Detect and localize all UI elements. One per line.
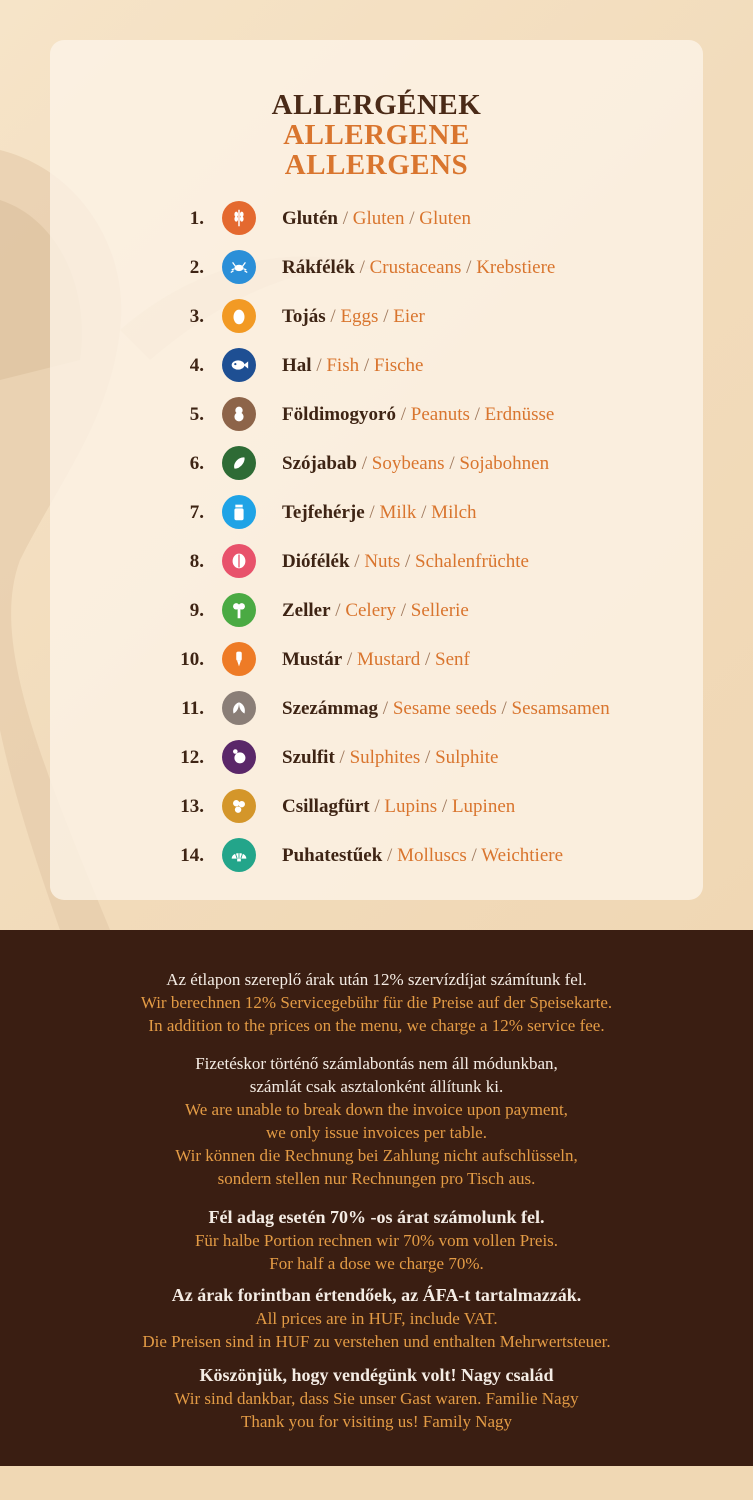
- crab-icon: [222, 250, 256, 284]
- allergen-row: [0, 786, 753, 826]
- separator: /: [400, 600, 406, 621]
- thanks-note: [0, 1364, 753, 1433]
- allergen-number: 12.: [180, 747, 204, 768]
- allergen-label: [282, 551, 529, 573]
- allergen-name-hu: Szezámmag: [282, 698, 379, 719]
- allergen-number: 7.: [189, 502, 204, 523]
- allergen-row: [0, 590, 753, 630]
- allergen-label: [282, 404, 554, 426]
- separator: /: [404, 551, 411, 572]
- allergen-name-en: Sulphites: [349, 747, 421, 768]
- allergen-name-en: Celery: [345, 600, 396, 621]
- allergen-row: [0, 345, 753, 385]
- allergen-name-hu: Tejfehérje: [282, 502, 365, 523]
- allergen-label: [282, 257, 555, 279]
- service-fee-hu: Az étlapon szereplő árak után 12% szervízdíjat számítunk fel.: [166, 970, 587, 989]
- allergen-row: [0, 443, 753, 483]
- invoice-note: [0, 1052, 753, 1190]
- celery-icon: [222, 593, 256, 627]
- separator: /: [425, 649, 431, 670]
- allergen-name-hu: Puhatestűek: [282, 845, 383, 866]
- separator: /: [501, 698, 507, 719]
- allergen-number: 1.: [189, 208, 204, 229]
- invoice-de-1: Wir können die Rechnung bei Zahlung nicht aufschlüsseln,: [175, 1146, 578, 1165]
- allergen-name-hu: Csillagfürt: [282, 796, 370, 817]
- allergen-name-hu: Földimogyoró: [282, 404, 396, 425]
- separator: /: [383, 306, 389, 327]
- thanks-hu: Köszönjük, hogy vendégünk volt! Nagy család: [199, 1365, 554, 1385]
- allergen-name-de: Gluten: [419, 208, 471, 229]
- allergen-name-en: Peanuts: [410, 404, 470, 425]
- currency-note: [0, 1284, 753, 1353]
- egg-icon: [222, 299, 256, 333]
- allergen-name-de: Sesamsamen: [511, 698, 610, 719]
- allergen-row: [0, 639, 753, 679]
- allergen-name-en: Gluten: [352, 208, 405, 229]
- allergen-number: 11.: [181, 698, 204, 719]
- invoice-en-1: We are unable to break down the invoice upon payment,: [185, 1100, 568, 1119]
- separator: /: [354, 551, 360, 572]
- allergen-name-de: Milch: [431, 502, 477, 523]
- allergen-number: 9.: [189, 600, 204, 621]
- service-fee-en: In addition to the prices on the menu, we charge a 12% service fee.: [148, 1016, 605, 1035]
- allergen-label: [282, 698, 610, 720]
- allergen-name-hu: Szulfit: [282, 747, 335, 768]
- separator: /: [409, 208, 415, 229]
- allergen-name-de: Fische: [373, 355, 424, 376]
- currency-hu: Az árak forintban értendőek, az ÁFA-t tartalmazzák.: [171, 1285, 582, 1305]
- allergen-label: [282, 796, 515, 818]
- allergen-number: 6.: [189, 453, 204, 474]
- allergen-label: [282, 208, 471, 230]
- allergen-name-de: Krebstiere: [476, 257, 556, 278]
- sulphite-icon: [222, 740, 256, 774]
- separator: /: [387, 845, 393, 866]
- separator: /: [316, 355, 322, 376]
- allergen-name-hu: Hal: [282, 355, 312, 376]
- allergen-name-en: Crustaceans: [369, 257, 462, 278]
- allergen-number: 2.: [189, 257, 204, 278]
- footer-info: [0, 930, 753, 1466]
- allergen-name-hu: Szójabab: [282, 453, 357, 474]
- half-portion-note: [0, 1206, 753, 1275]
- allergen-name-hu: Rákfélék: [282, 257, 355, 278]
- allergen-name-hu: Zeller: [282, 600, 331, 621]
- currency-en: All prices are in HUF, include VAT.: [255, 1309, 498, 1328]
- allergen-name-en: Mustard: [356, 649, 421, 670]
- allergen-label: [282, 453, 549, 475]
- invoice-en-2: we only issue invoices per table.: [266, 1123, 487, 1142]
- invoice-hu-2: számlát csak asztalonként állítunk ki.: [249, 1077, 504, 1096]
- mustard-icon: [222, 642, 256, 676]
- half-portion-hu: Fél adag esetén 70% -os árat számolunk fel.: [208, 1207, 545, 1227]
- lupin-icon: [222, 789, 256, 823]
- shell-icon: [222, 838, 256, 872]
- separator: /: [339, 747, 345, 768]
- allergen-number: 3.: [189, 306, 204, 327]
- allergen-name-de: Sellerie: [410, 600, 469, 621]
- allergen-row: [0, 296, 753, 336]
- service-fee-note: [0, 968, 753, 1037]
- nut-icon: [222, 544, 256, 578]
- allergen-row: [0, 737, 753, 777]
- separator: /: [382, 698, 389, 719]
- allergen-name-en: Lupins: [384, 796, 438, 817]
- allergen-number: 5.: [189, 404, 204, 425]
- allergen-label: [282, 355, 423, 377]
- milk-icon: [222, 495, 256, 529]
- allergen-label: [282, 649, 470, 671]
- allergen-name-en: Nuts: [364, 551, 401, 572]
- allergen-name-en: Soybeans: [371, 453, 445, 474]
- allergen-name-de: Senf: [435, 649, 470, 670]
- allergen-name-de: Sulphite: [435, 747, 499, 768]
- half-portion-de: Für halbe Portion rechnen wir 70% vom vollen Preis.: [194, 1231, 559, 1250]
- allergen-row: [0, 247, 753, 287]
- separator: /: [400, 404, 407, 425]
- allergen-label: [282, 600, 469, 622]
- bottom-strip: [0, 1466, 753, 1500]
- separator: /: [335, 600, 341, 621]
- separator: /: [369, 502, 375, 523]
- thanks-en: Thank you for visiting us! Family Nagy: [240, 1412, 513, 1431]
- allergen-row: [0, 835, 753, 875]
- separator: /: [471, 845, 477, 866]
- allergen-number: 8.: [189, 551, 204, 572]
- separator: /: [374, 796, 380, 817]
- title-block: [0, 90, 753, 180]
- allergen-name-hu: Tojás: [282, 306, 326, 327]
- allergen-name-hu: Glutén: [282, 208, 338, 229]
- allergen-row: [0, 198, 753, 238]
- separator: /: [421, 502, 427, 523]
- soybean-icon: [222, 446, 256, 480]
- separator: /: [342, 208, 348, 229]
- separator: /: [346, 649, 353, 670]
- separator: /: [363, 355, 370, 376]
- allergen-name-en: Fish: [326, 355, 360, 376]
- allergen-label: [282, 747, 498, 769]
- allergen-name-de: Schalenfrüchte: [415, 551, 529, 572]
- separator: /: [330, 306, 336, 327]
- title-english: ALLERGENS: [284, 149, 469, 181]
- separator: /: [466, 257, 472, 278]
- title-german: ALLERGENE: [283, 119, 470, 151]
- separator: /: [474, 404, 480, 425]
- separator: /: [359, 257, 365, 278]
- allergen-row: [0, 394, 753, 434]
- allergen-name-hu: Diófélék: [282, 551, 350, 572]
- allergen-row: [0, 688, 753, 728]
- peanut-icon: [222, 397, 256, 431]
- allergen-label: [282, 502, 477, 524]
- allergen-number: 10.: [180, 649, 204, 670]
- allergen-row: [0, 541, 753, 581]
- service-fee-de: Wir berechnen 12% Servicegebühr für die Preise auf der Speisekarte.: [140, 993, 613, 1012]
- allergen-name-de: Eier: [393, 306, 425, 327]
- wheat-icon: [222, 201, 256, 235]
- allergen-name-en: Eggs: [340, 306, 379, 327]
- allergen-name-de: Erdnüsse: [484, 404, 555, 425]
- allergen-name-de: Lupinen: [451, 796, 516, 817]
- half-portion-en: For half a dose we charge 70%.: [269, 1254, 484, 1273]
- invoice-hu-1: Fizetéskor történő számlabontás nem áll módunkban,: [195, 1054, 558, 1073]
- currency-de: Die Preisen sind in HUF zu verstehen und enthalten Mehrwertsteuer.: [142, 1332, 611, 1351]
- allergen-name-de: Weichtiere: [481, 845, 564, 866]
- separator: /: [441, 796, 448, 817]
- allergen-name-hu: Mustár: [282, 649, 343, 670]
- title-hungarian: ALLERGÉNEK: [271, 89, 482, 121]
- allergen-name-en: Milk: [379, 502, 417, 523]
- allergen-number: 13.: [180, 796, 204, 817]
- allergen-name-en: Sesame seeds: [392, 698, 497, 719]
- allergen-number: 14.: [180, 845, 204, 866]
- separator: /: [361, 453, 367, 474]
- allergen-row: [0, 492, 753, 532]
- fish-icon: [222, 348, 256, 382]
- sesame-icon: [222, 691, 256, 725]
- allergen-number: 4.: [189, 355, 204, 376]
- allergen-label: [282, 845, 563, 867]
- allergen-name-en: Molluscs: [397, 845, 467, 866]
- invoice-de-2: sondern stellen nur Rechnungen pro Tisch aus.: [217, 1169, 536, 1188]
- separator: /: [449, 453, 455, 474]
- allergen-label: [282, 306, 425, 328]
- allergen-name-de: Sojabohnen: [459, 453, 550, 474]
- separator: /: [425, 747, 431, 768]
- thanks-de: Wir sind dankbar, dass Sie unser Gast waren. Familie Nagy: [174, 1389, 579, 1408]
